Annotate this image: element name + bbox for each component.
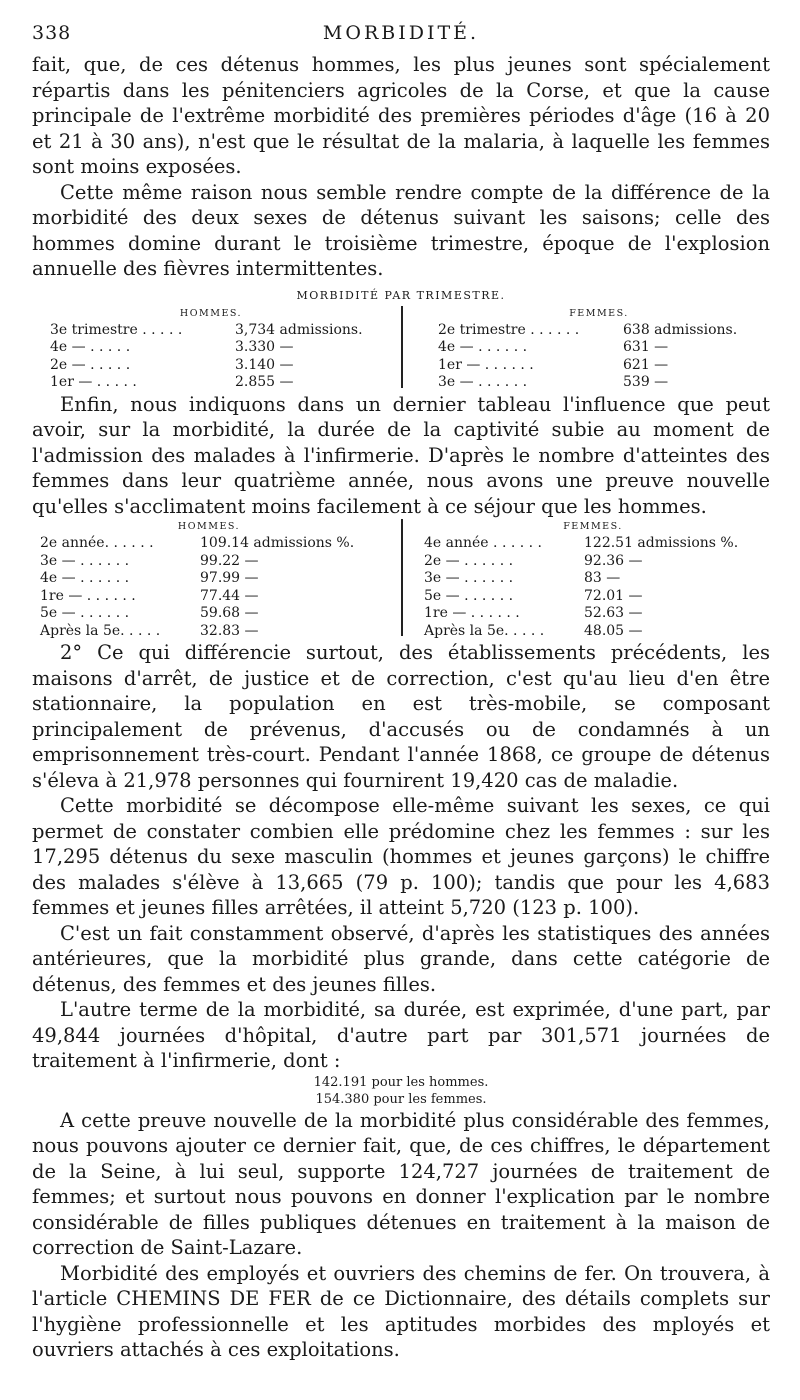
row-label: Après la 5e. . . . . [424,622,545,639]
row-label: 2e trimestre . . . . . . [438,321,580,338]
row-value: 3.330 — [235,339,294,355]
page-header [32,20,770,52]
book-page [32,20,770,1363]
page-number: 338 [32,22,72,44]
row-label: 1re — . . . . . . [424,605,520,621]
row-label: 3e — . . . . . . [40,552,130,569]
row-label: 4e — . . . . . . [438,339,528,355]
table-row [416,623,770,641]
row-value: 109.14 admissions %. [200,535,355,551]
row-label: 4e — . . . . . . [40,570,130,586]
row-label: Après la 5e. . . . . [40,622,161,639]
table-row [416,570,770,588]
running-title: MORBIDITÉ. [322,22,480,44]
table-row [32,588,386,606]
row-value: 52.63 — [584,605,643,621]
table-row [32,322,390,340]
row-label: 2e — . . . . . [50,356,131,373]
row-value: 92.36 — [584,552,643,569]
table-1-title: MORBIDITÉ PAR TRIMESTRE. [296,288,506,302]
table-row [416,605,770,623]
row-value: 631 — [623,339,669,355]
column-heading: HOMMES. [177,521,241,532]
paragraph-7: L'autre terme de la morbidité, sa durée, est exprimée, d'une part, par 49,844 journées d'hôpital, d'autre part par 301,571 journées de traitement à l'infirmerie, dont : [32,998,770,1072]
table-row [32,605,386,623]
paragraph-1: fait, que, de ces détenus hommes, les plus jeunes sont spécialement répartis dans les pénitenciers agricoles de la Corse, et que la cause principale de l'extrême morbidité des premières périodes d'âge (16 à 20 et 21 à 30 ans), n'est que le résultat de la malaria, à laquelle les femmes sont moins exposées. [32,53,770,178]
table-row [420,339,778,357]
row-value: 32.83 — [200,622,259,639]
row-value: 3,734 admissions. [235,321,363,338]
table-1-women [400,306,778,392]
table-row [32,357,390,375]
row-label: 1er — . . . . . . [438,356,534,373]
paragraph-5: Cette morbidité se décompose elle-même suivant les sexes, ce qui permet de constater combien elle prédomine chez les femmes : sur les 17,295 détenus du sexe masculin (hommes et jeunes garçons) le chiffre des malades s'élève à 13,665 (79 p. 100); tandis que pour les 4,683 femmes et jeunes filles arrêtées, il atteint 5,720 (123 p. 100). [32,794,770,919]
table-2-men [32,519,396,640]
row-value: 621 — [623,356,669,373]
row-label: 2e — . . . . . . [424,552,514,569]
table-row [420,357,778,375]
column-heading: FEMMES. [563,521,623,532]
column-heading: HOMMES. [179,307,243,319]
row-value: 72.01 — [584,587,643,604]
column-heading: FEMMES. [569,307,629,319]
row-value: 2.855 — [235,374,294,390]
row-value: 638 admissions. [623,321,738,338]
table-1-men [32,306,400,392]
row-value: 122.51 admissions %. [584,535,739,551]
row-label: 3e — . . . . . . [438,374,528,390]
row-value: 3.140 — [235,356,294,373]
row-label: 5e — . . . . . . [424,587,514,604]
row-label: 1er — . . . . . [50,374,137,390]
table-row [32,535,386,553]
row-value: 97.99 — [200,570,259,586]
days-men: 142.191 pour les hommes. [313,1074,489,1090]
table-row [32,339,390,357]
paragraph-3: Enfin, nous indiquons dans un dernier tableau l'influence que peut avoir, sur la morbidité, la durée de la captivité subie au moment de l'admission des malades à l'infirmerie. D'après le nombre d'atteintes des femmes dans leur quatrième année, nous avons une preuve nouvelle qu'elles s'acclimatent moins facilement à ce séjour que les hommes. [32,392,770,518]
row-label: 4e — . . . . . [50,339,131,355]
table-row [416,535,770,553]
row-value: 48.05 — [584,622,643,639]
row-label: 1re — . . . . . . [40,587,136,604]
table-row [420,322,778,340]
column-divider [401,306,403,388]
row-label: 2e année. . . . . . [40,535,154,551]
row-value: 59.68 — [200,605,259,621]
paragraph-2: Cette même raison nous semble rendre compte de la différence de la morbidité des deux sexes de détenus suivant les saisons; celle des hommes domine durant le troisième trimestre, époque de l'explosion annuelle des fièvres intermittentes. [32,180,770,280]
table-row [32,374,390,392]
row-label: 3e — . . . . . . [424,570,514,586]
table-row [32,623,386,641]
paragraph-4: 2° Ce qui différencie surtout, des établissements précédents, les maisons d'arrêt, de justice et de correction, c'est qu'au lieu d'en être stationnaire, la population en est très-mobile, se composant principalement de prévenus, d'accusés ou de condamnés à un emprisonnement très-court. Pendant l'année 1868, ce groupe de détenus s'éleva à 21,978 personnes qui fournirent 19,420 cas de maladie. [32,641,770,792]
table-morbidity-by-quarter [32,306,770,392]
row-value: 539 — [623,374,669,390]
table-2-women [396,519,770,640]
row-label: 4e année . . . . . . [424,535,542,551]
row-value: 83 — [584,570,621,586]
table-morbidity-by-captivity-year [32,519,770,640]
table-row [416,588,770,606]
table-row [420,374,778,392]
table-row [32,553,386,571]
column-divider [401,519,403,636]
paragraph-6: C'est un fait constamment observé, d'après les statistiques des années antérieures, que la morbidité plus grande, dans cette catégorie de détenus, des femmes et des jeunes filles. [32,921,770,996]
row-value: 77.44 — [200,587,259,604]
row-value: 99.22 — [200,552,259,569]
table-row [32,570,386,588]
paragraph-9: Morbidité des employés et ouvriers des chemins de fer. On trouvera, à l'article CHEMINS DE FER de ce Dictionnaire, des détails complets sur l'hygiène professionnelle et les aptitudes morbides des mployés et ouvriers attachés à ces exploitations. [32,1261,770,1361]
days-women: 154.380 pour les femmes. [315,1091,487,1107]
row-label: 3e trimestre . . . . . [50,321,183,338]
days-breakdown [32,1074,770,1108]
table-row [416,553,770,571]
row-label: 5e — . . . . . . [40,605,130,621]
paragraph-8: A cette preuve nouvelle de la morbidité plus considérable des femmes, nous pouvons ajouter ce dernier fait, que, de ces chiffres, le département de la Seine, à lui seul, supporte 124,727 journées de traitement de femmes; et surtout nous pouvons en donner l'explication par le nombre considérable de filles publiques détenues en traitement à la maison de correction de Saint-Lazare. [32,1108,770,1259]
